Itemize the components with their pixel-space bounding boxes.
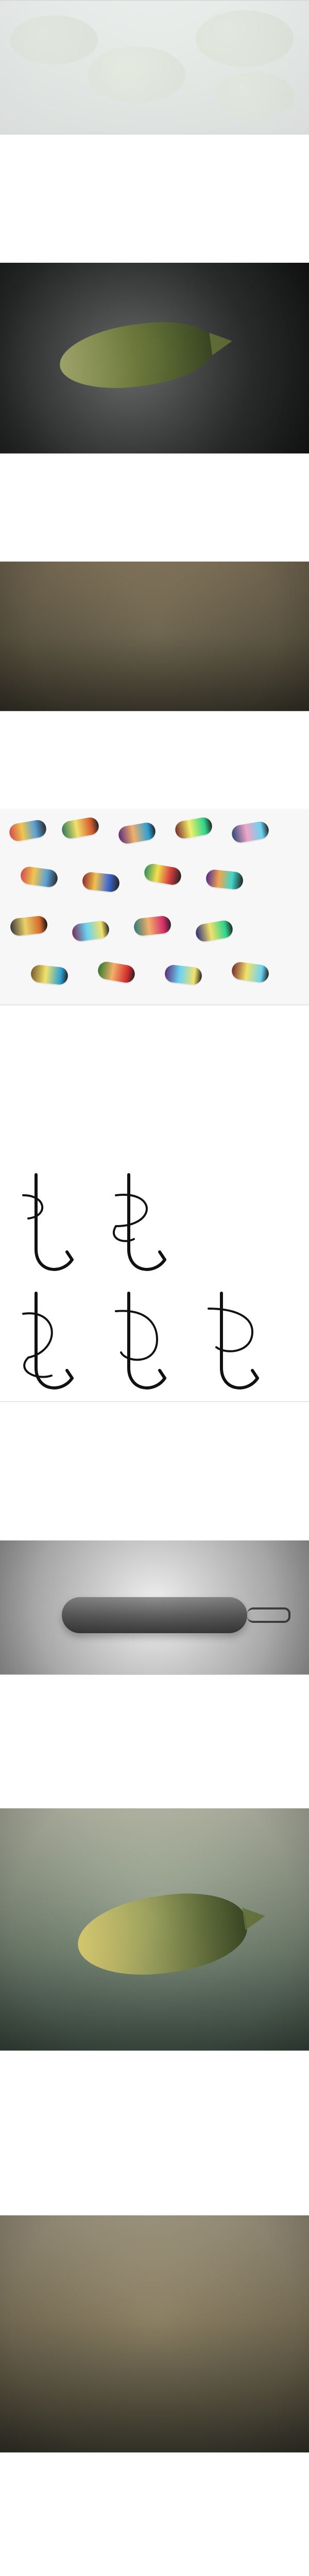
fly-lure: [8, 819, 48, 842]
perch-fish: [73, 1885, 252, 1985]
fly-lure: [71, 920, 110, 942]
paragraph: [10, 2058, 299, 2209]
flies-photo: [0, 809, 309, 1005]
paragraph: [10, 461, 299, 555]
hand-holding-fish-photo: [0, 263, 309, 453]
fish: [56, 314, 217, 397]
intro-text: [10, 8, 299, 127]
fly-lure: [231, 961, 270, 984]
angler-woman-photo: [0, 562, 309, 711]
photo-vignette: [0, 2215, 309, 2452]
fly-lure: [143, 862, 183, 886]
hook-tying-diagram: [0, 1154, 309, 1401]
intro-text-panel: [0, 0, 309, 135]
text-block-6: [0, 1674, 309, 1809]
paragraph: [10, 1012, 299, 1147]
sinker-loop: [247, 1607, 290, 1623]
fly-lure: [205, 869, 244, 890]
fly-lure: [133, 915, 171, 936]
paragraph: [10, 1682, 299, 1802]
perch-photo: [0, 1808, 309, 2050]
fly-lure: [61, 816, 100, 840]
fly-lure: [195, 919, 234, 943]
text-block-2: [0, 453, 309, 563]
sinker: [62, 1597, 247, 1633]
text-block-8: [0, 2452, 309, 2576]
fly-lure: [164, 964, 202, 985]
river-angler-photo: [0, 2215, 309, 2452]
text-block-7: [0, 2050, 309, 2216]
paragraph: [10, 1409, 299, 1534]
fly-lure: [20, 866, 59, 888]
hook-diagram-svg: [0, 1154, 309, 1401]
text-block-4: [0, 1005, 309, 1155]
fly-lure: [9, 915, 48, 936]
fly-lure: [174, 816, 214, 840]
text-block-5: [0, 1401, 309, 1541]
photo-vignette: [0, 562, 309, 711]
paragraph: [10, 719, 299, 802]
text-block-3: [0, 711, 309, 810]
fly-lure: [81, 871, 120, 892]
text-block-1: [0, 134, 309, 264]
sinker-photo: [0, 1540, 309, 1674]
fly-lure: [117, 821, 157, 845]
paragraph: [10, 2460, 299, 2576]
paragraph: [10, 142, 299, 256]
fly-lure: [231, 820, 270, 844]
fly-lure: [97, 960, 136, 984]
fly-lure: [30, 964, 68, 985]
